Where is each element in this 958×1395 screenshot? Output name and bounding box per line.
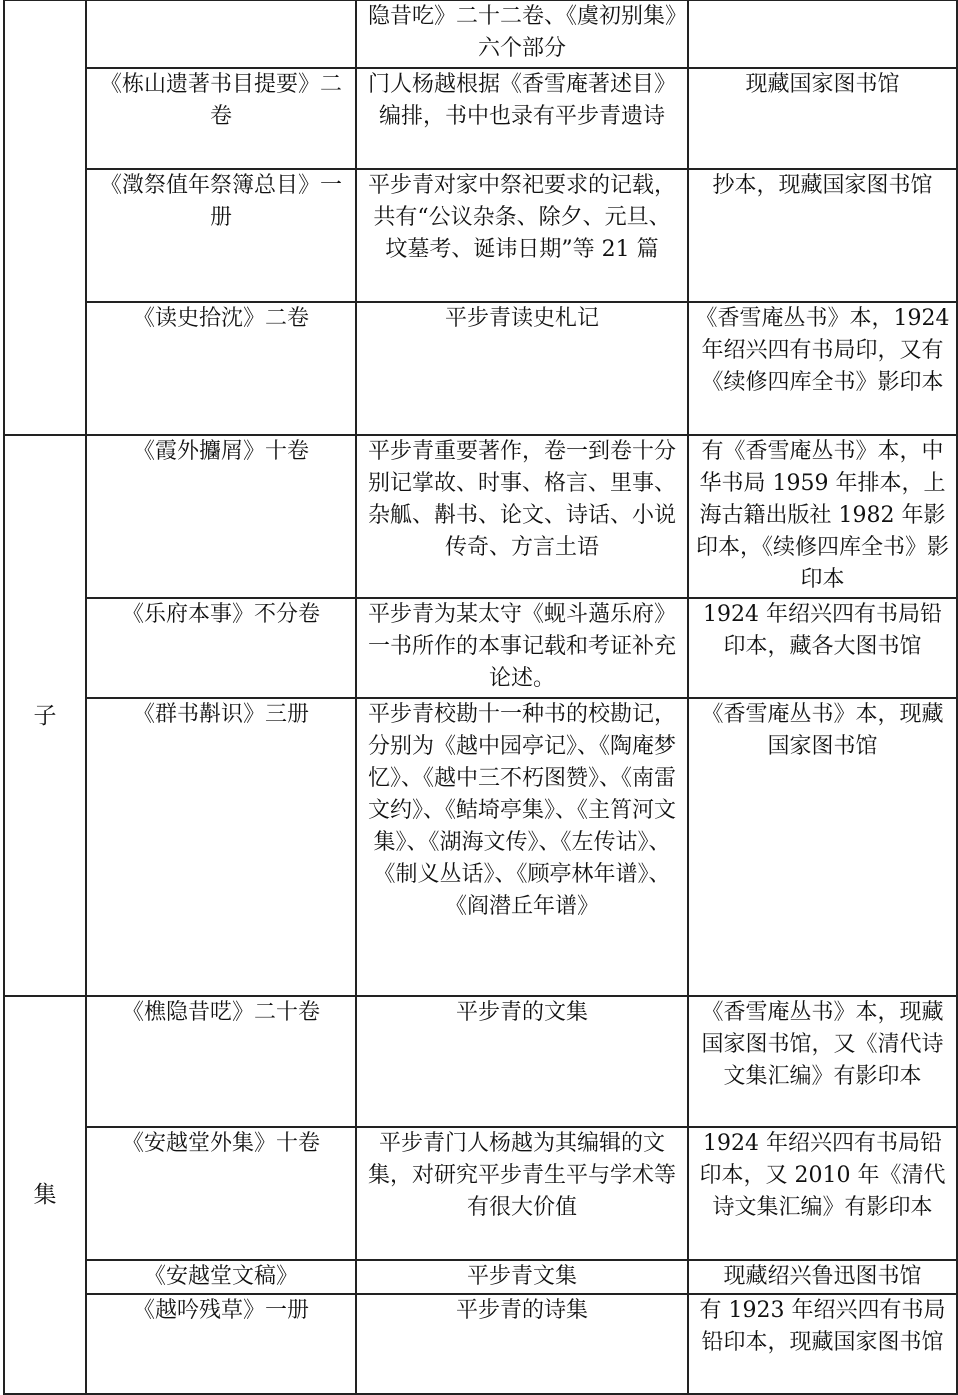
title-cell: 《群书斠识》三册 [86, 698, 356, 996]
table-row [4, 1127, 957, 1260]
title-cell: 《安越堂文稿》 [86, 1260, 356, 1294]
title-cell: 《安越堂外集》十卷 [86, 1127, 356, 1260]
title-cell: 《樵隐昔呓》二十卷 [86, 996, 356, 1127]
edition-cell: 1924 年绍兴四有书局铅印本，又 2010 年《清代诗文集汇编》有影印本 [688, 1127, 957, 1260]
bibliography-table [3, 0, 958, 1395]
category-cell [4, 0, 86, 435]
content-cell: 平步青为某太守《蚬斗薖乐府》一书所作的本事记载和考证补充论述。 [356, 598, 688, 698]
title-cell: 《读史拾沈》二卷 [86, 302, 356, 435]
edition-cell: 现藏绍兴鲁迅图书馆 [688, 1260, 957, 1294]
content-cell: 平步青重要著作，卷一到卷十分别记掌故、时事、格言、里事、杂觚、斠书、论文、诗话、小说传奇、方言土语 [356, 435, 688, 598]
edition-cell [688, 0, 957, 68]
title-cell [86, 0, 356, 68]
edition-cell: 《香雪庵丛书》本，现藏国家图书馆，又《清代诗文集汇编》有影印本 [688, 996, 957, 1127]
title-cell: 《栋山遗著书目提要》二卷 [86, 68, 356, 169]
edition-cell: 有《香雪庵丛书》本，中华书局 1959 年排本，上海古籍出版社 1982 年影印本，《续修四库全书》影印本 [688, 435, 957, 598]
edition-cell: 《香雪庵丛书》本，1924 年绍兴四有书局印，又有《续修四库全书》影印本 [688, 302, 957, 435]
table-row [4, 996, 957, 1127]
edition-cell: 现藏国家图书馆 [688, 68, 957, 169]
title-cell: 《越吟残草》一册 [86, 1294, 356, 1394]
content-cell: 隐昔吃》二十二卷、《虞初别集》六个部分 [356, 0, 688, 68]
table-row [4, 698, 957, 996]
edition-cell: 1924 年绍兴四有书局铅印本，藏各大图书馆 [688, 598, 957, 698]
content-cell: 平步青的诗集 [356, 1294, 688, 1394]
title-cell: 《乐府本事》不分卷 [86, 598, 356, 698]
table-row [4, 435, 957, 598]
edition-cell: 有 1923 年绍兴四有书局铅印本，现藏国家图书馆 [688, 1294, 957, 1394]
content-cell: 平步青门人杨越为其编辑的文集，对研究平步青生平与学术等有很大价值 [356, 1127, 688, 1260]
edition-cell: 《香雪庵丛书》本，现藏国家图书馆 [688, 698, 957, 996]
table-row [4, 1260, 957, 1294]
title-cell: 《澂祭值年祭簿总目》一册 [86, 169, 356, 302]
table-row [4, 598, 957, 698]
table-row [4, 169, 957, 302]
content-cell: 平步青读史札记 [356, 302, 688, 435]
content-cell: 平步青对家中祭祀要求的记载，共有“公议杂条、除夕、元旦、坟墓考、诞讳日期”等 21 篇 [356, 169, 688, 302]
table-row [4, 68, 957, 169]
table-row [4, 302, 957, 435]
edition-cell: 抄本，现藏国家图书馆 [688, 169, 957, 302]
title-cell: 《霞外攟屑》十卷 [86, 435, 356, 598]
category-cell: 子 [4, 435, 86, 996]
content-cell: 平步青校勘十一种书的校勘记，分别为《越中园亭记》、《陶庵梦忆》、《越中三不朽图赞》、《南雷文约》、《鲒埼亭集》、《主筲河文集》、《湖海文传》、《左传诂》、《制义丛话》、《顾亭林年谱》、《阎潜丘年谱》 [356, 698, 688, 996]
table-row [4, 1294, 957, 1394]
content-cell: 门人杨越根据《香雪庵著述目》编排，书中也录有平步青遗诗 [356, 68, 688, 169]
content-cell: 平步青的文集 [356, 996, 688, 1127]
content-cell: 平步青文集 [356, 1260, 688, 1294]
category-cell: 集 [4, 996, 86, 1394]
table-row [4, 0, 957, 68]
